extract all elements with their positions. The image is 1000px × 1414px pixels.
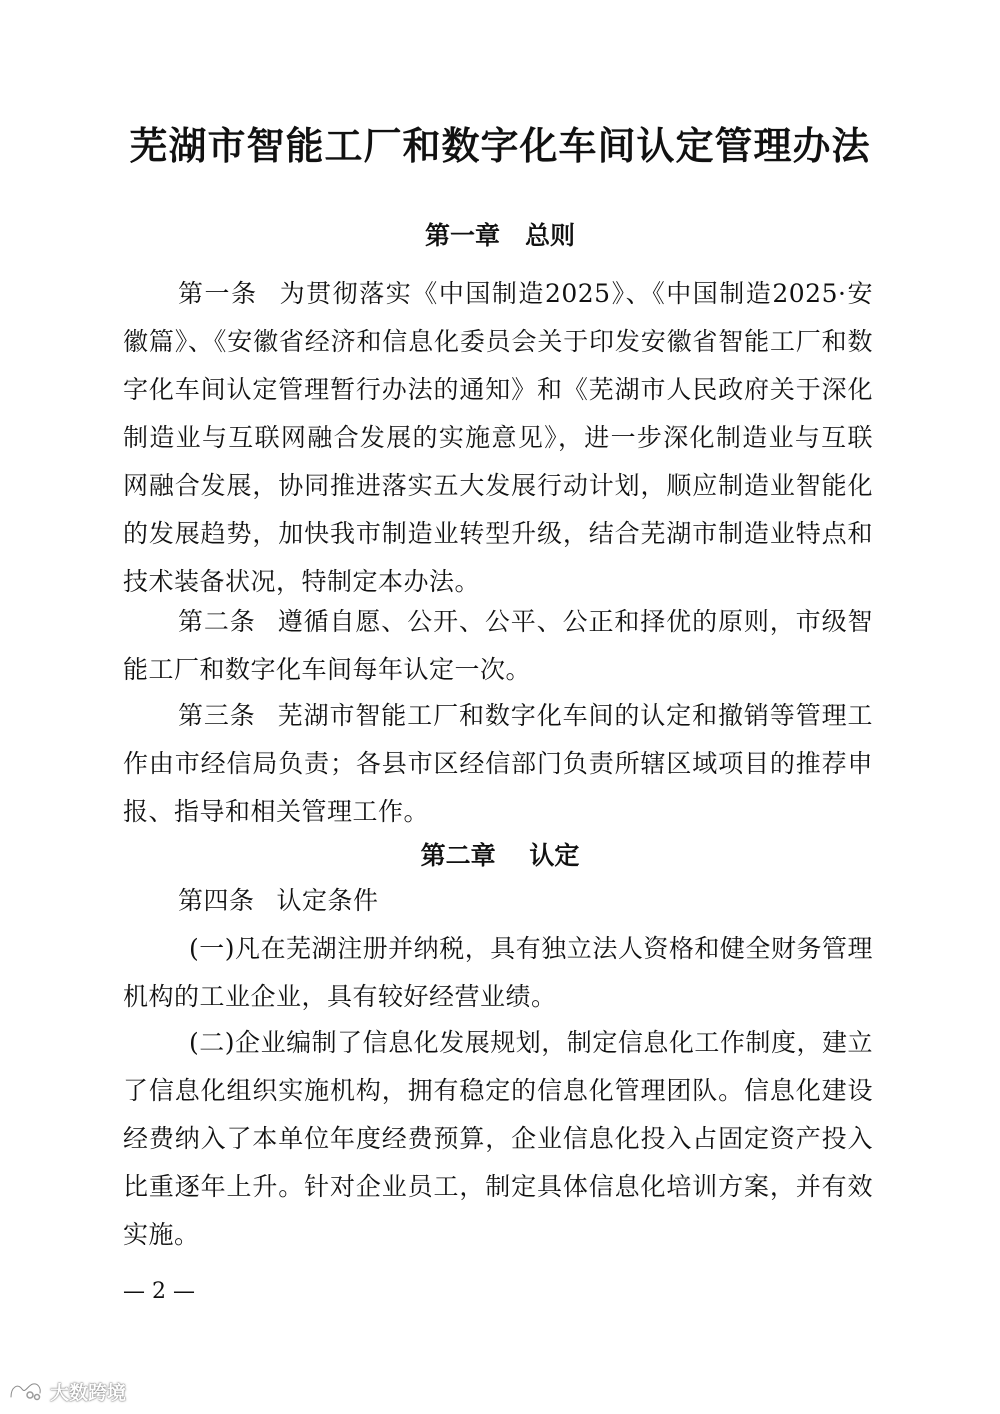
article-4-text: 认定条件: [276, 886, 379, 915]
article-4: [123, 877, 873, 925]
page-number: — 2 —: [123, 1279, 195, 1304]
article-3-number: 第三条: [178, 701, 256, 730]
watermark-text: 大数跨境: [50, 1381, 127, 1404]
condition-item-1: (一)凡在芜湖注册并纳税，具有独立法人资格和健全财务管理机构的工业企业，具有较好经营业绩。: [123, 934, 873, 1011]
article-3-text: 芜湖市智能工厂和数字化车间的认定和撤销等管理工作由市经信局负责；各县市区经信部门负责所辖区域项目的推荐申报、指导和相关管理工作。: [123, 701, 873, 826]
document-title: 芜湖市智能工厂和数字化车间认定管理办法: [129, 123, 871, 168]
watermark: [8, 1376, 126, 1406]
condition-item-2: (二)企业编制了信息化发展规划，制定信息化工作制度，建立了信息化组织实施机构，拥有稳定的信息化管理团队。信息化建设经费纳入了本单位年度经费预算，企业信息化投入占固定资产投入比重逐年上升。针对企业员工，制定具体信息化培训方案，并有效实施。: [123, 1028, 873, 1249]
article-3: [123, 692, 873, 836]
article-2-number: 第二条: [178, 607, 256, 636]
chapter-1-heading: 第一章 总则: [424, 221, 575, 250]
article-1-text: 为贯彻落实《中国制造2025》、《中国制造2025·安徽篇》、《安徽省经济和信息化委员会关于印发安徽省智能工厂和数字化车间认定管理暂行办法的通知》和《芜湖市人民政府关于深化制造业与互联网融合发展的实施意见》，进一步深化制造业与互联网融合发展，协同推进落实五大发展行动计划，顺应制造业智能化的发展趋势，加快我市制造业转型升级，结合芜湖市制造业特点和技术装备状况，特制定本办法。: [123, 279, 873, 596]
article-2-text: 遵循自愿、公开、公平、公正和择优的原则，市级智能工厂和数字化车间每年认定一次。: [123, 607, 873, 684]
article-4-number: 第四条: [178, 886, 255, 915]
chapter-2-heading: 第二章 认定: [420, 841, 580, 870]
article-2: [123, 598, 873, 694]
brand-logo-icon: [8, 1379, 44, 1403]
article-1-number: 第一条: [178, 279, 258, 308]
article-1: [123, 270, 873, 606]
